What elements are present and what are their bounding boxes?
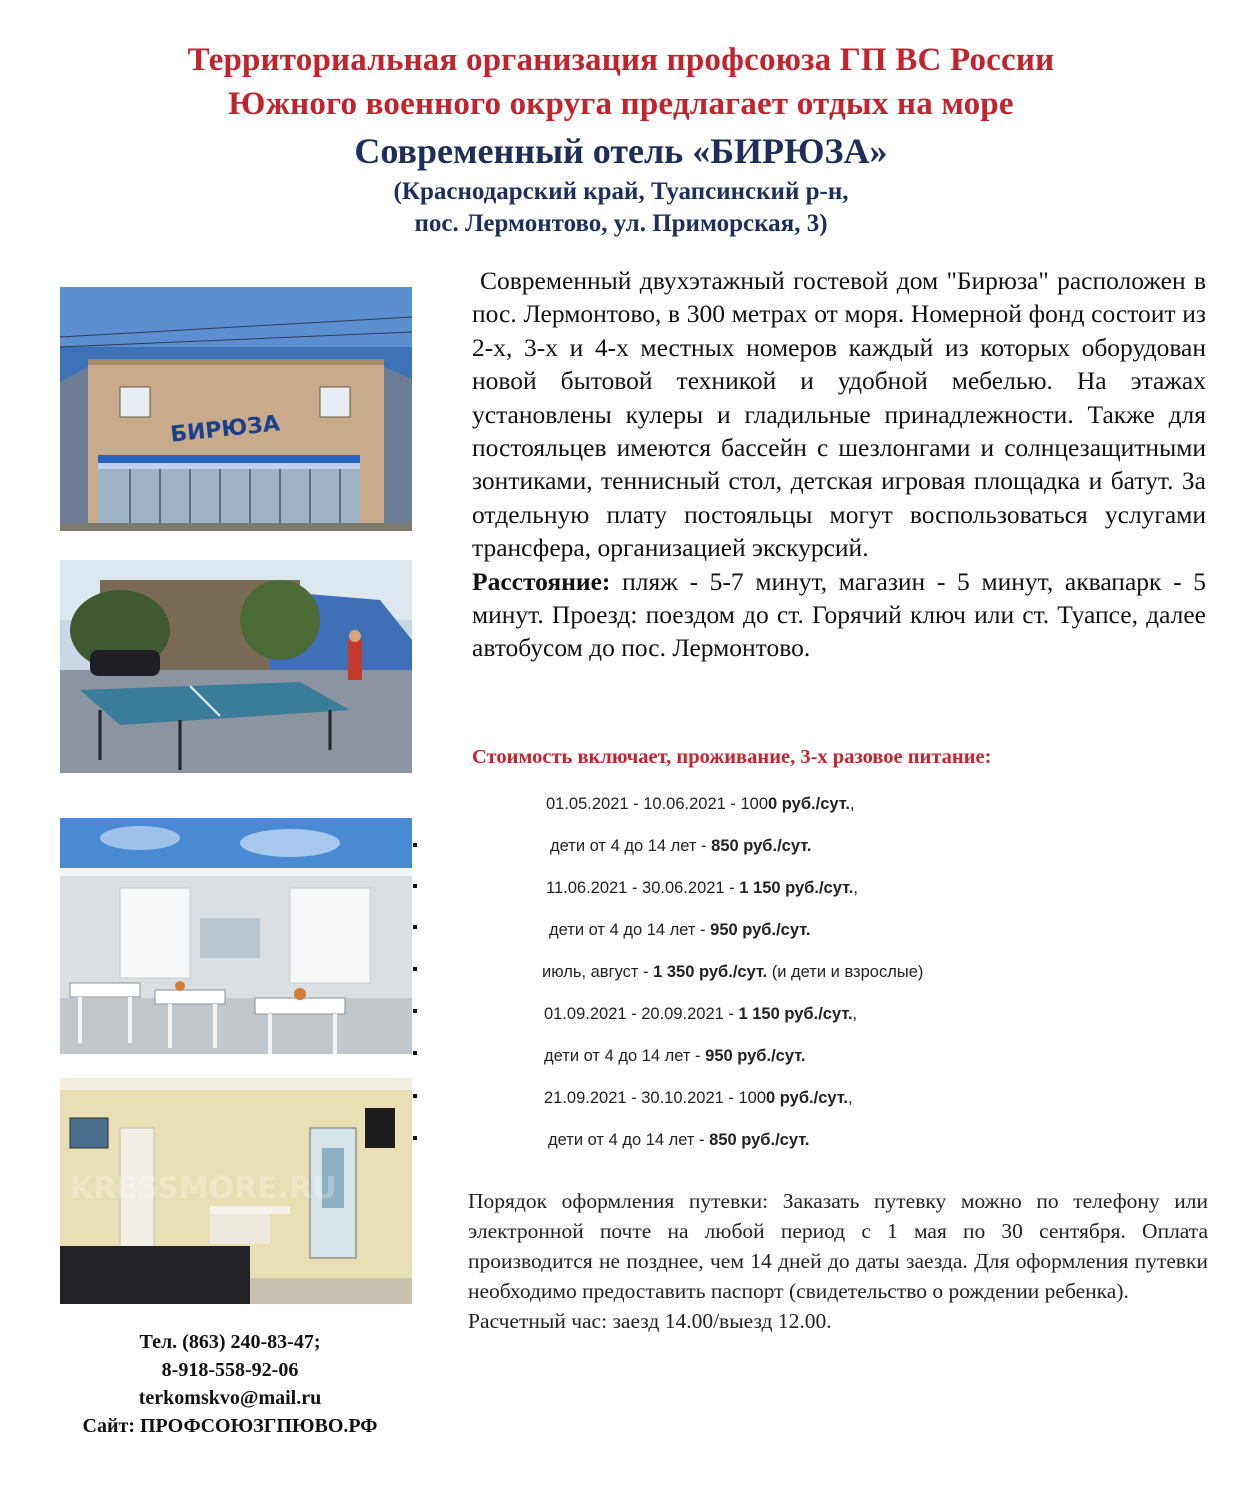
header-line-2: Южного военного округа предлагает отдых на море: [228, 86, 1014, 122]
bullet-mark: [413, 1051, 417, 1055]
bullet-mark: [413, 1009, 417, 1013]
dining-room-photo: [60, 818, 412, 1054]
bullet-mark: [413, 1136, 417, 1140]
website-link[interactable]: Сайт: ПРОФСОЮЗГПЮВО.РФ: [82, 1415, 378, 1437]
email-link[interactable]: terkomskvo@mail.ru: [138, 1387, 322, 1409]
booking-procedure: [468, 1186, 1208, 1336]
checkin-time: Расчетный час: заезд 14.00/выезд 12.00.: [468, 1309, 832, 1333]
address-line-2: пос. Лермонтово, ул. Приморская, 3): [414, 210, 828, 237]
price-line: дети от 4 до 14 лет - 850 руб./сут.: [550, 837, 812, 855]
contacts-block: [40, 1328, 420, 1440]
price-line: 11.06.2021 - 30.06.2021 - 1 150 руб./сут.,: [546, 879, 858, 897]
bullet-mark: [413, 1094, 417, 1098]
price-line: 21.09.2021 - 30.10.2021 - 1000 руб./сут.,: [544, 1089, 853, 1107]
price-line: 01.09.2021 - 20.09.2021 - 1 150 руб./сут.,: [544, 1005, 858, 1023]
price-line: дети от 4 до 14 лет - 950 руб./сут.: [549, 921, 811, 939]
phone-line-1: Тел. (863) 240-83-47;: [139, 1331, 321, 1353]
courtyard-photo: [60, 560, 412, 773]
hotel-title: Современный отель «БИРЮЗА»: [354, 131, 888, 171]
bullet-mark: [413, 967, 417, 971]
bullet-mark: [413, 843, 417, 847]
price-line: дети от 4 до 14 лет - 950 руб./сут.: [544, 1047, 806, 1065]
bullet-mark: [413, 884, 417, 888]
phone-line-2: 8-918-558-92-06: [161, 1359, 299, 1381]
distance-text: пляж - 5-7 минут, магазин - 5 минут, аквапарк - 5 минут. Проезд: поездом до ст. Горячий ключ или ст. Туапсе, далее автобусом до пос. Лермонтово.: [472, 566, 1206, 663]
price-line: дети от 4 до 14 лет - 850 руб./сут.: [548, 1131, 810, 1149]
bullet-mark: [413, 925, 417, 929]
price-includes-heading: Стоимость включает, проживание, 3-х разовое питание:: [472, 746, 992, 768]
booking-procedure-text: Порядок оформления путевки: Заказать путевку можно по телефону или электронной почте на любой период с 1 мая по 30 сентября. Оплата производится не позднее, чем 14 дней до даты заезда. Для оформления путевки необходимо предоставить паспорт (свидетельство о рождении ребенка).: [468, 1189, 1208, 1303]
hotel-description: [472, 264, 1206, 665]
price-line: июль, август - 1 350 руб./сут. (и дети и взрослые): [542, 963, 924, 981]
hotel-facade-photo: [60, 287, 412, 531]
address-line-1: (Краснодарский край, Туапсинский р-н,: [393, 178, 849, 205]
svg-text:KRESSMORE.RU: KRESSMORE.RU: [70, 1171, 337, 1206]
distance-label: Расстояние:: [472, 566, 611, 596]
distance-paragraph: [472, 565, 1206, 665]
description-paragraph: Современный двухэтажный гостевой дом "Бирюза" расположен в пос. Лермонтово, в 300 метрах от моря. Номерной фонд состоит из 2-х, 3-х и 4-х местных номеров каждый из которых оборудован новой бытовой техникой и удобной мебелью. На этажах установлены кулеры и гладильные принадлежности. Также для постояльцев имеются бассейн с шезлонгами и солнцезащитными зонтиками, теннисный стол, детская игровая площадка и батут. За отдельную плату постояльцы могут воспользоваться услугами трансфера, организацией экскурсий.: [472, 266, 1206, 563]
svg-text:БИРЮЗА: БИРЮЗА: [169, 411, 282, 448]
header-line-1: Территориальная организация профсоюза ГП ВС России: [187, 42, 1055, 78]
price-line: 01.05.2021 - 10.06.2021 - 1000 руб./сут.,: [546, 795, 855, 813]
bedroom-photo: [60, 1078, 412, 1304]
